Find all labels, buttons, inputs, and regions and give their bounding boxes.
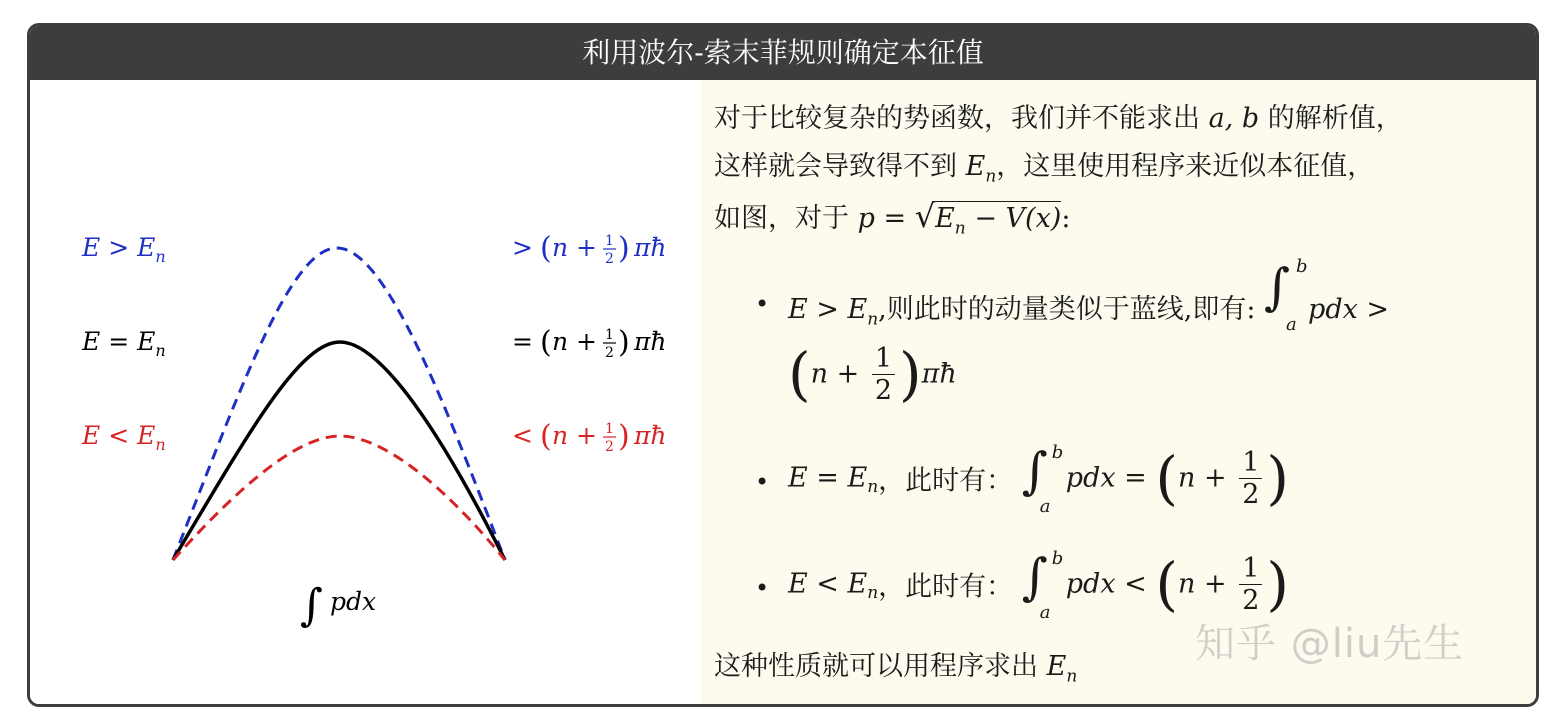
svg-text:πħ: πħ: [634, 421, 667, 450]
svg-text:(: (: [540, 419, 552, 454]
svg-text:): ): [618, 231, 630, 266]
bullet-3-marker: •: [755, 574, 770, 602]
svg-text:): ): [618, 419, 630, 454]
blue-dashed-curve: [173, 248, 505, 560]
svg-text:2: 2: [605, 439, 614, 455]
label-e-greater: $E > E_n$: [82, 233, 166, 266]
label-e-less: $E < E_n$: [82, 421, 166, 454]
svg-text:2: 2: [605, 251, 614, 267]
svg-text:πħ: πħ: [634, 233, 667, 262]
label-quant-equal: [512, 325, 667, 361]
svg-text:): ): [618, 325, 630, 360]
watermark: 知乎 @liu先生: [1195, 621, 1465, 667]
svg-text:>: >: [512, 233, 533, 262]
svg-text:n +: n +: [552, 421, 597, 450]
label-quant-greater: [512, 231, 667, 267]
paragraph-line-3: 如图，对于 $p = √E_n - V(x)$:: [714, 197, 1071, 239]
svg-text:n +: n +: [552, 233, 597, 262]
svg-text:(: (: [540, 325, 552, 360]
label-quant-less: [512, 419, 667, 455]
paragraph-line-2: 这样就会导致得不到 $E_n$，这里使用程序来近似本征值，: [714, 151, 1375, 187]
svg-text:2: 2: [605, 345, 614, 361]
bullet-1-marker: •: [755, 290, 770, 318]
svg-text:∫: ∫: [300, 580, 323, 631]
bohr-sommerfeld-diagram: [0, 0, 700, 726]
black-solid-curve: [173, 342, 505, 560]
title: 利用波尔-索末菲规则确定本征值: [582, 36, 984, 69]
bullet-1-line-1: $E > E_n$,则此时的动量类似于蓝线,即有: ∫ b a pdx >: [788, 256, 1390, 335]
svg-text:1: 1: [605, 327, 614, 343]
svg-text:pdx: pdx: [330, 587, 377, 616]
bullet-2-marker: •: [755, 468, 770, 496]
bullet-1-line-2: (n + $\frac{1}{2}$ )πħ: [788, 340, 957, 408]
paragraph-last-line: 这种性质就可以用程序求出 $E_n$: [714, 651, 1078, 687]
integral-label: [300, 580, 376, 631]
svg-text:πħ: πħ: [634, 327, 667, 356]
svg-text:1: 1: [605, 421, 614, 437]
svg-text:<: <: [512, 421, 533, 450]
bullet-3-line: $E < E_n$，此时有： ∫ b a pdx < (n + $\frac{1}{2}$ ): [788, 548, 1290, 623]
red-dashed-curve: [173, 436, 505, 560]
svg-text:1: 1: [605, 233, 614, 249]
bullet-2-line: $E = E_n$，此时有： ∫ b a pdx = (n + $\frac{1}{2}$ ): [788, 442, 1290, 517]
svg-text:=: =: [512, 327, 533, 356]
label-e-equal: $E = E_n$: [82, 327, 166, 360]
paragraph-line-1: 对于比较复杂的势函数，我们并不能求出 a, b 的解析值，: [714, 103, 1403, 134]
svg-text:(: (: [540, 231, 552, 266]
svg-text:n +: n +: [552, 327, 597, 356]
